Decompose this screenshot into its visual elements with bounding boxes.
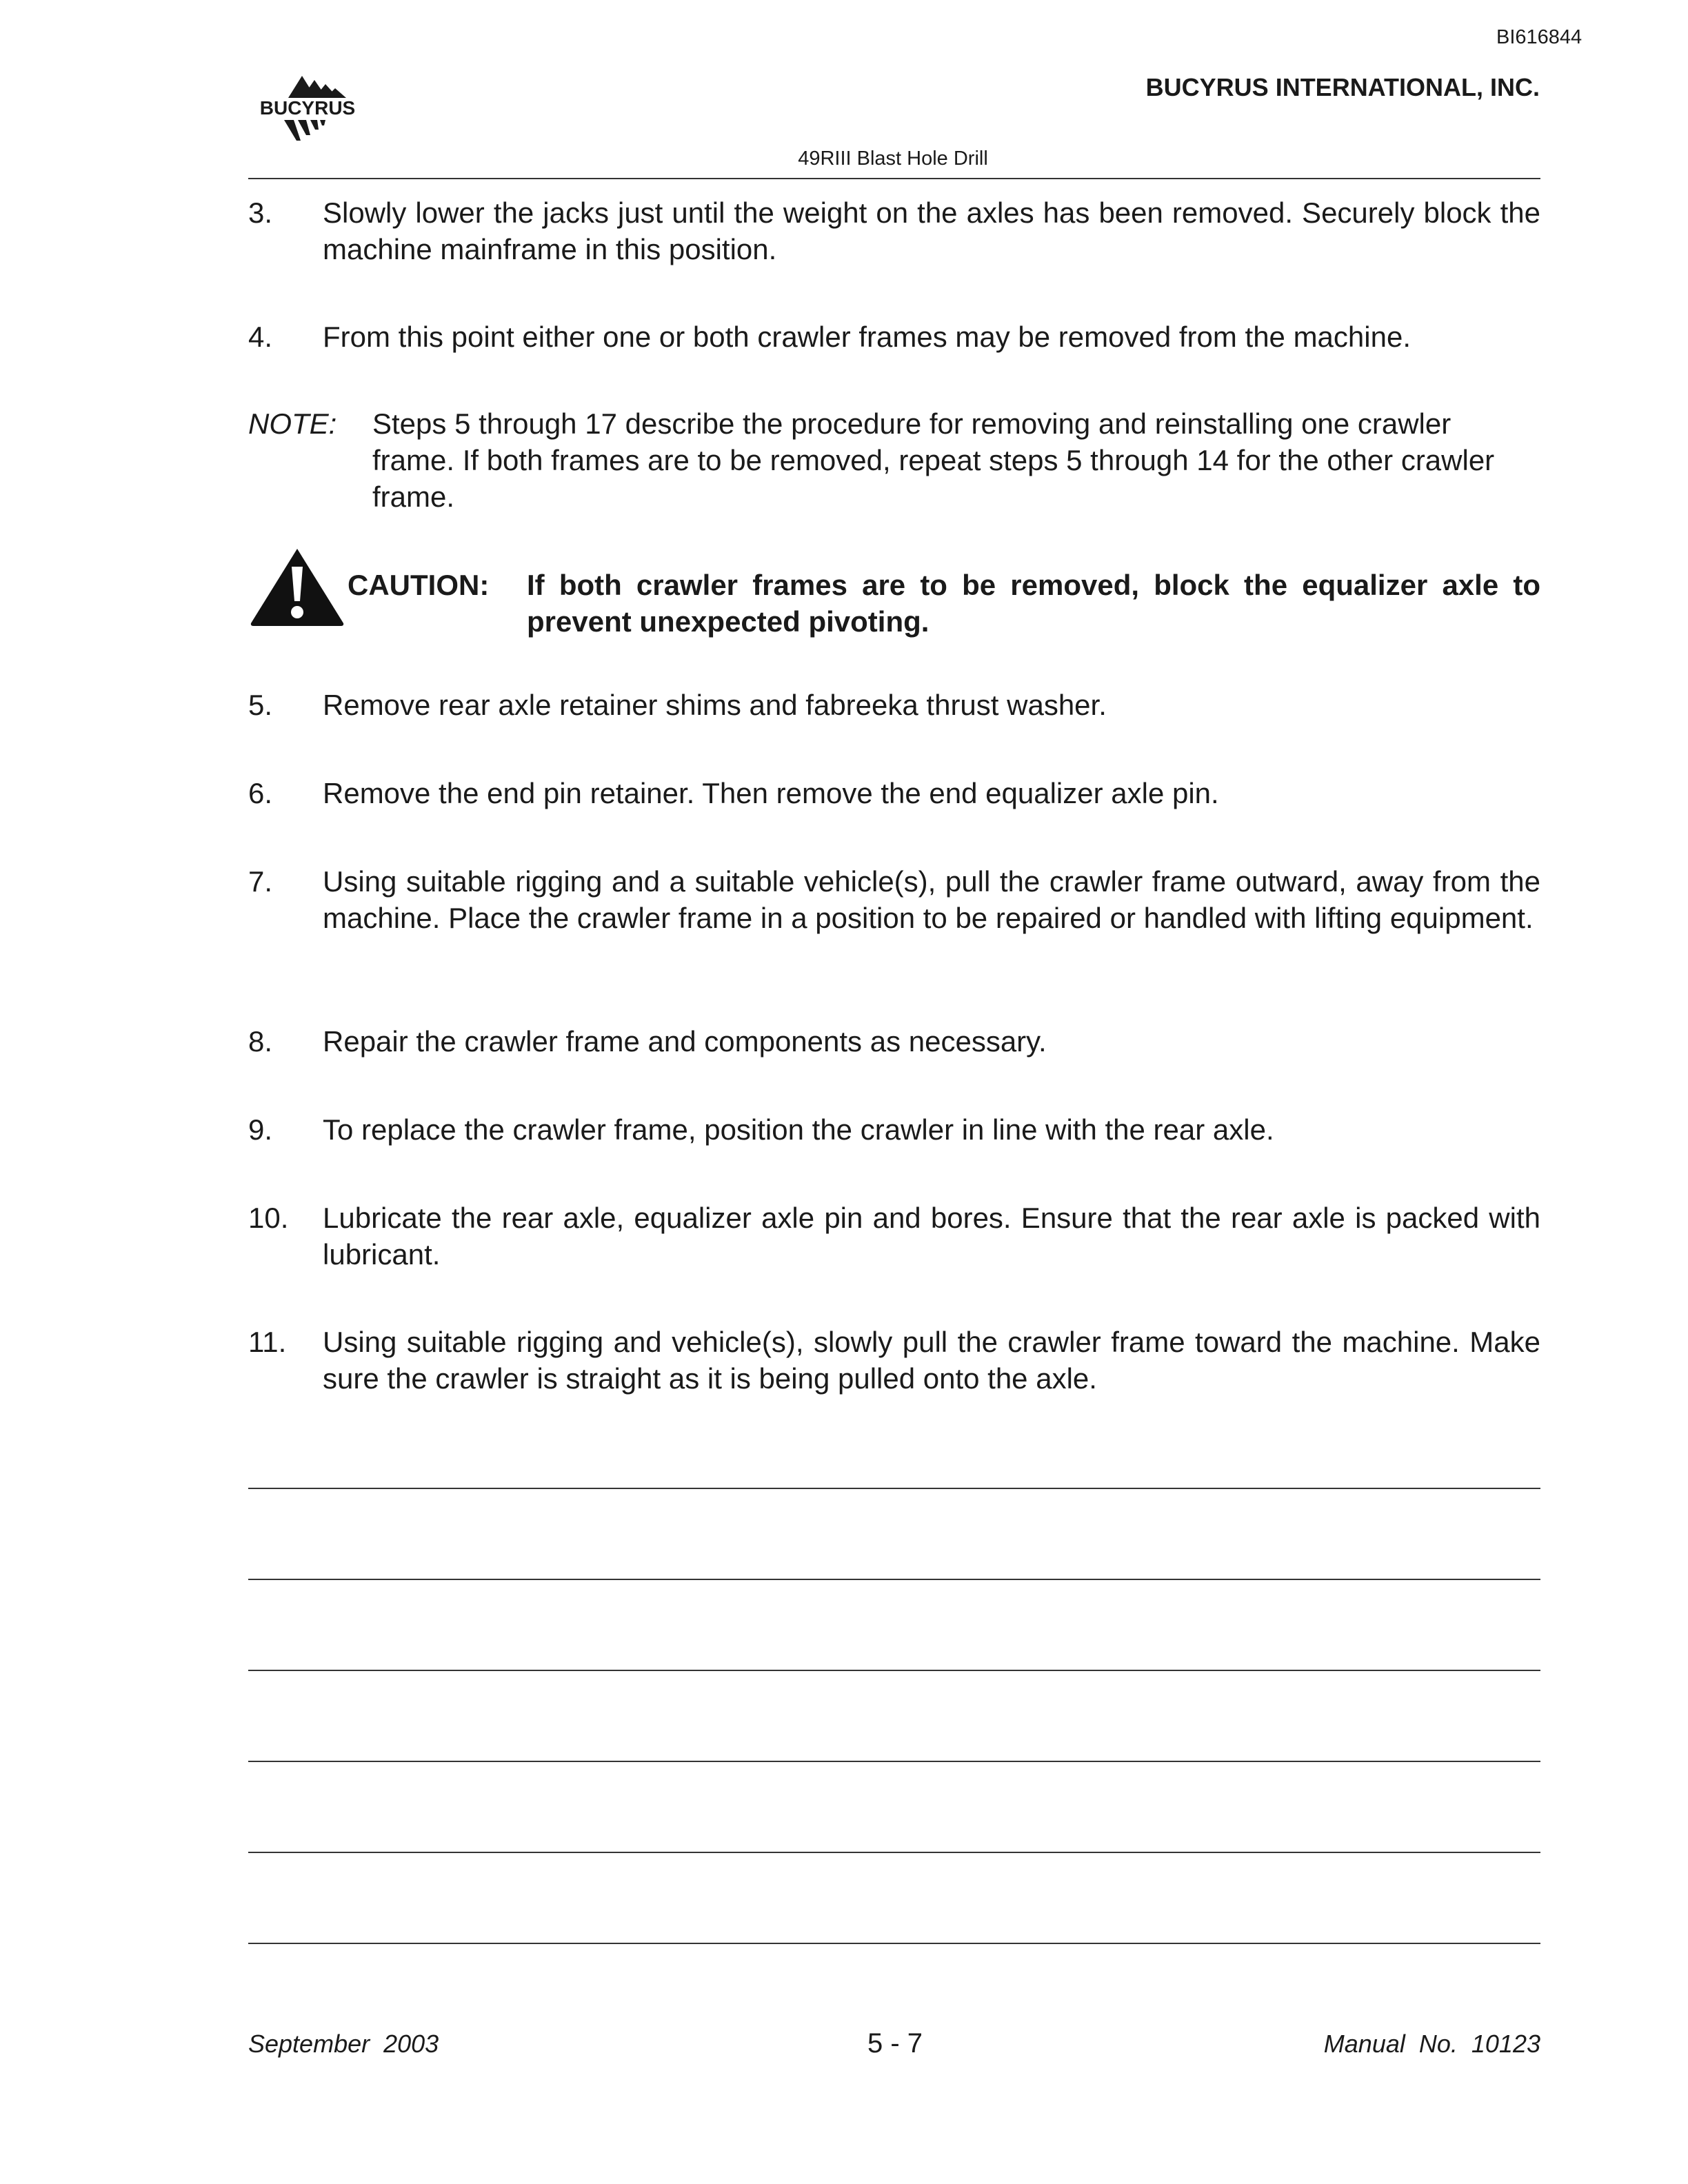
step-number: 5. bbox=[248, 689, 273, 721]
step-number: 8. bbox=[248, 1025, 273, 1058]
notes-line bbox=[248, 1579, 1540, 1580]
list-item bbox=[248, 1200, 1540, 1273]
list-item bbox=[248, 687, 1540, 723]
step-number: 11. bbox=[248, 1326, 287, 1358]
caution-label: CAUTION: bbox=[348, 569, 490, 601]
step-number: 3. bbox=[248, 196, 273, 229]
notes-line bbox=[248, 1761, 1540, 1762]
step-text: From this point either one or both crawler frames may be removed from the machine. bbox=[323, 321, 1411, 353]
notes-line bbox=[248, 1943, 1540, 1944]
notes-line bbox=[248, 1670, 1540, 1671]
notes-line bbox=[248, 1852, 1540, 1853]
logo-text: BUCYRUS bbox=[259, 97, 356, 119]
company-name: BUCYRUS INTERNATIONAL, INC. bbox=[1145, 73, 1540, 101]
step-number: 6. bbox=[248, 777, 273, 809]
step-text: Using suitable rigging and a suitable vehicle(s), pull the crawler frame outward, away from the machine. Place the crawler frame in a position to be repaired or handled with lifting equipment. bbox=[323, 865, 1540, 934]
document-subtitle: 49RIII Blast Hole Drill bbox=[798, 148, 988, 170]
step-text: Lubricate the rear axle, equalizer axle pin and bores. Ensure that the rear axle is packed with lubricant. bbox=[323, 1202, 1540, 1271]
notes-line bbox=[248, 1488, 1540, 1489]
caution-text: If both crawler frames are to be removed, block the equalizer axle to prevent unexpected pivoting. bbox=[527, 569, 1540, 638]
warning-triangle-icon bbox=[248, 546, 346, 629]
list-item bbox=[248, 863, 1540, 936]
bucyrus-logo bbox=[245, 72, 370, 148]
list-item bbox=[248, 1111, 1540, 1148]
step-number: 4. bbox=[248, 321, 273, 353]
step-text: Slowly lower the jacks just until the weight on the axles has been removed. Securely block the machine mainframe in this position. bbox=[323, 196, 1540, 265]
step-text: Remove rear axle retainer shims and fabreeka thrust washer. bbox=[323, 689, 1107, 721]
footer-date: September 2003 bbox=[248, 2030, 439, 2058]
list-item bbox=[248, 194, 1540, 267]
list-item bbox=[248, 1324, 1540, 1397]
step-number: 9. bbox=[248, 1113, 273, 1146]
step-text: Using suitable rigging and vehicle(s), slowly pull the crawler frame toward the machine. Make sure the crawler is straight as it is being pulled onto the axle. bbox=[323, 1326, 1540, 1395]
note-text: Steps 5 through 17 describe the procedure for removing and reinstalling one crawler frame. If both frames are to be removed, repeat steps 5 through 14 for the other crawler frame. bbox=[372, 407, 1495, 513]
manual-number: Manual No. 10123 bbox=[1323, 2030, 1540, 2058]
note-block bbox=[248, 405, 1540, 515]
step-number: 10. bbox=[248, 1202, 289, 1234]
page-number: 5 - 7 bbox=[867, 2028, 923, 2059]
list-item bbox=[248, 1023, 1540, 1060]
list-item bbox=[248, 318, 1540, 355]
step-number: 7. bbox=[248, 865, 273, 898]
step-text: To replace the crawler frame, position the crawler in line with the rear axle. bbox=[323, 1113, 1274, 1146]
header-rule bbox=[248, 178, 1540, 179]
step-text: Remove the end pin retainer. Then remove the end equalizer axle pin. bbox=[323, 777, 1219, 809]
note-label: NOTE: bbox=[248, 407, 337, 440]
step-text: Repair the crawler frame and components as necessary. bbox=[323, 1025, 1047, 1058]
document-id: BI616844 bbox=[1496, 26, 1582, 48]
list-item bbox=[248, 775, 1540, 811]
